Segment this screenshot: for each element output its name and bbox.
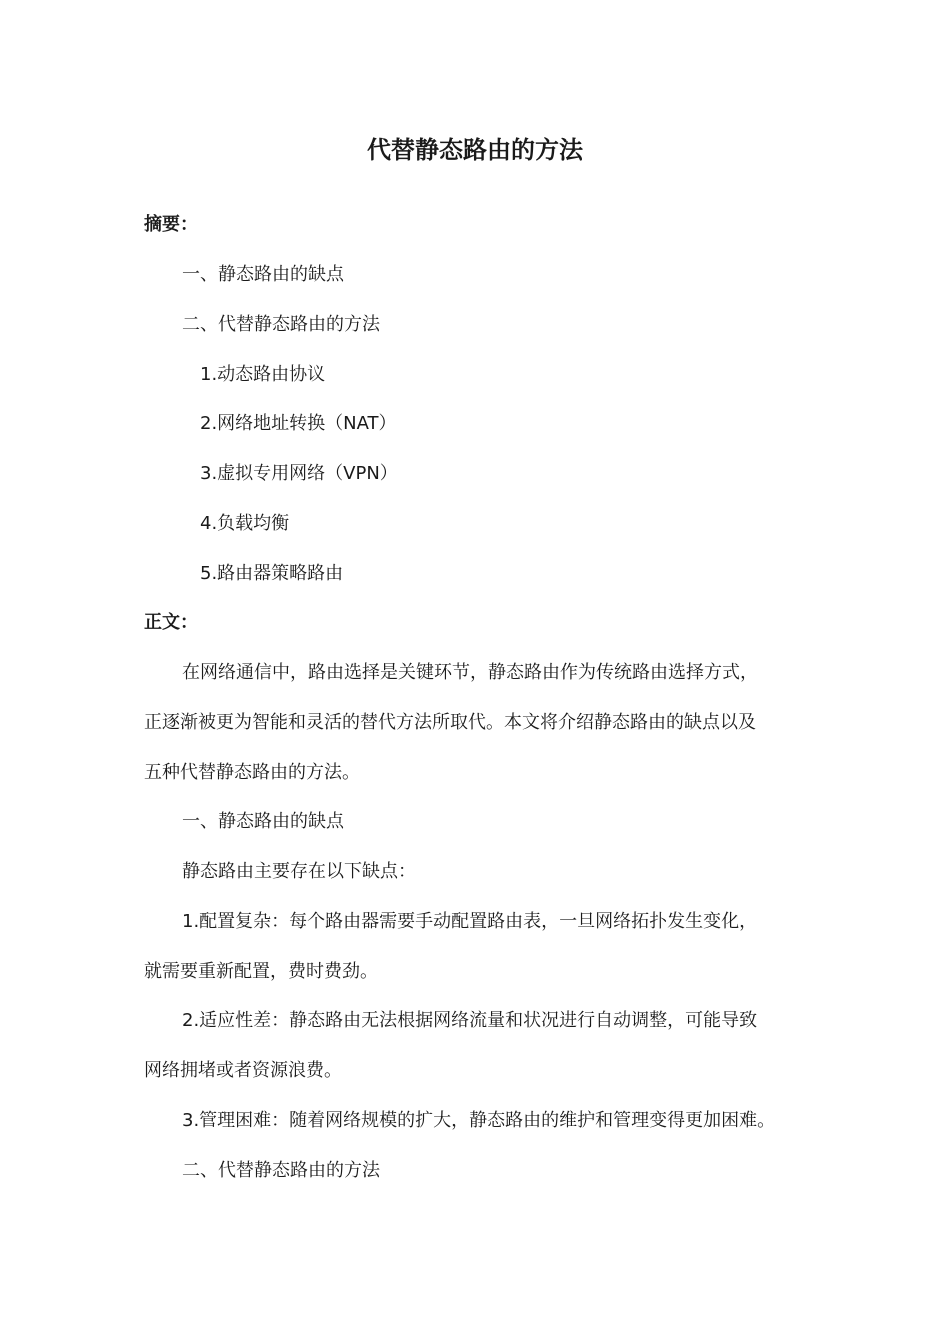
abstract-item: 1.动态路由协议 [200,364,326,385]
body-line: 五种代替静态路由的方法。 [144,762,360,783]
abstract-item: 4.负载均衡 [200,513,290,534]
body-line: 静态路由主要存在以下缺点： [182,861,416,882]
body-line: 3.管理困难：随着网络规模的扩大，静态路由的维护和管理变得更加困难。 [182,1110,776,1131]
abstract-item: 二、代替静态路由的方法 [182,314,380,335]
body-line: 就需要重新配置，费时费劲。 [144,961,378,982]
body-line: 正逐渐被更为智能和灵活的替代方法所取代。本文将介绍静态路由的缺点以及 [144,712,756,733]
abstract-heading: 摘要： [144,214,198,235]
abstract-item: 3.虚拟专用网络（VPN） [200,463,398,484]
body-line: 2.适应性差：静态路由无法根据网络流量和状况进行自动调整，可能导致 [182,1010,758,1031]
document-title: 代替静态路由的方法 [367,136,583,164]
abstract-item: 一、静态路由的缺点 [182,264,344,285]
abstract-item: 5.路由器策略路由 [200,563,344,584]
body-line: 一、静态路由的缺点 [182,811,344,832]
body-line: 二、代替静态路由的方法 [182,1160,380,1181]
body-heading: 正文： [144,612,198,633]
body-line: 在网络通信中，路由选择是关键环节，静态路由作为传统路由选择方式， [182,662,758,683]
abstract-item: 2.网络地址转换（NAT） [200,413,397,434]
body-line: 1.配置复杂：每个路由器需要手动配置路由表，一旦网络拓扑发生变化， [182,911,758,932]
body-line: 网络拥堵或者资源浪费。 [144,1060,342,1081]
